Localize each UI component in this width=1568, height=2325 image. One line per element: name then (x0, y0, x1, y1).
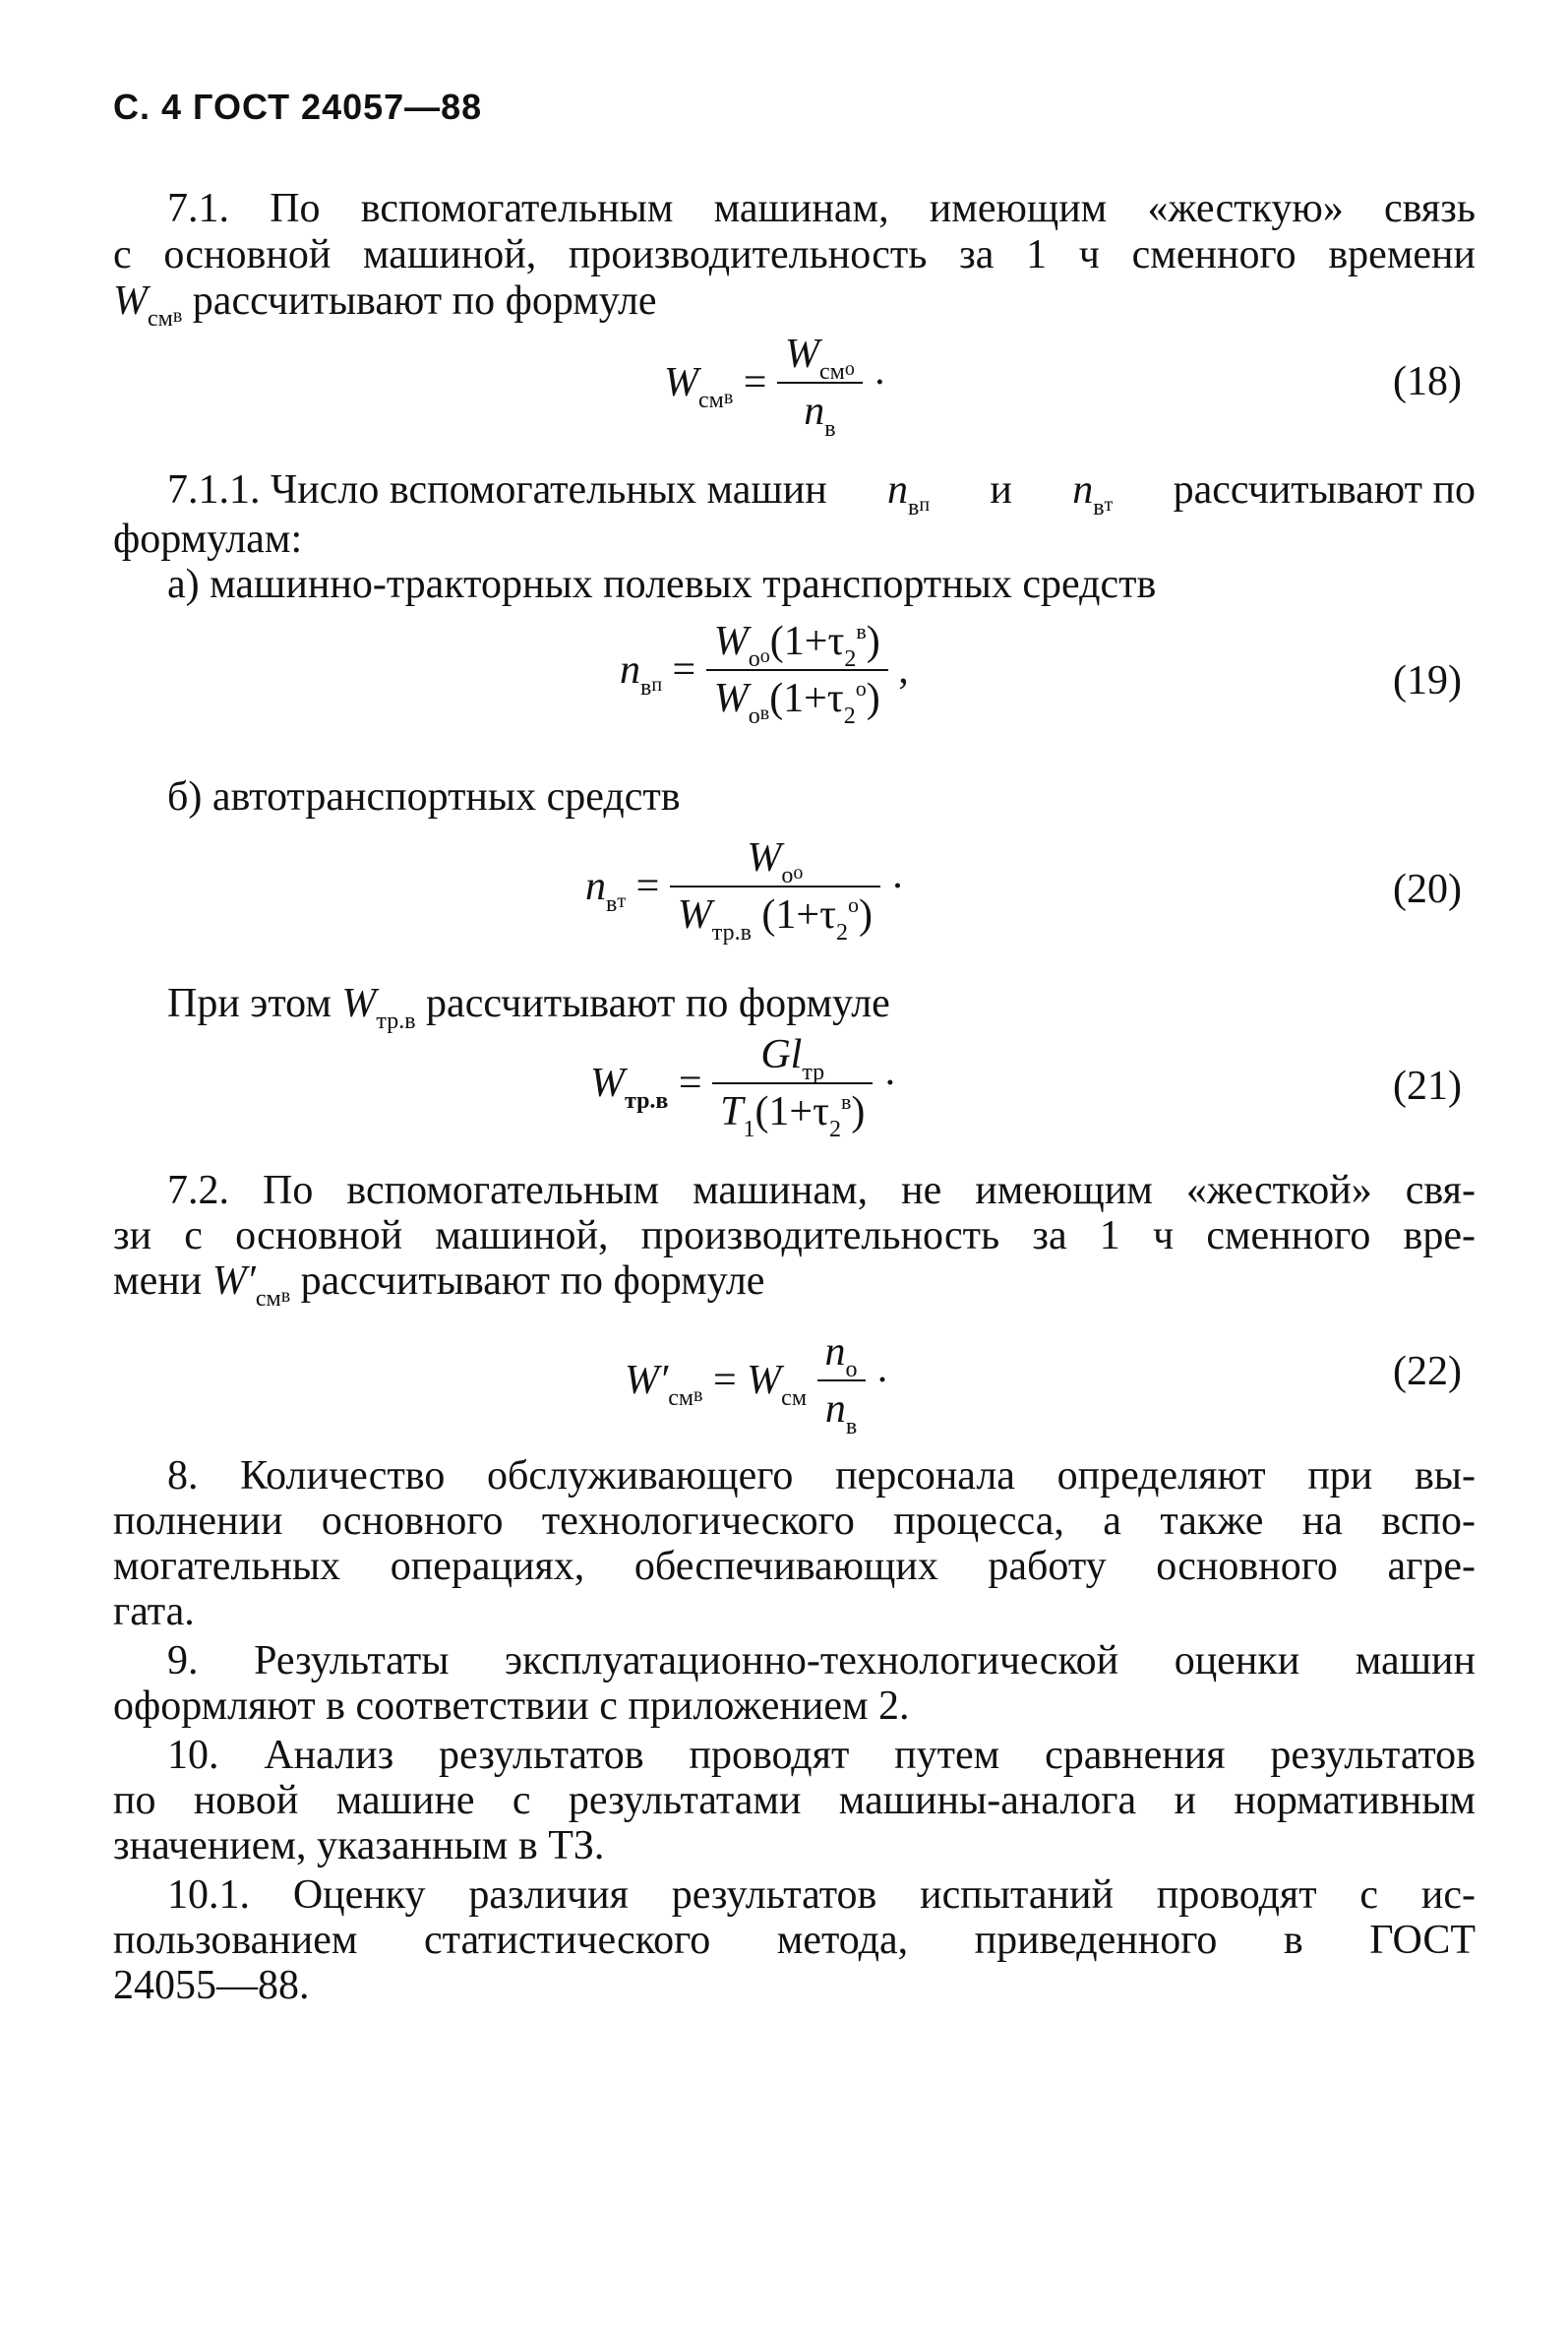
equation-number-22: (22) (1393, 1349, 1462, 1394)
equation-number-18: (18) (1393, 359, 1462, 404)
p-pri-etom: При этом $W_{тр.в}$ рассчитывают по формуле (167, 981, 890, 1034)
formula-22: $W'_{см}в = W_{см}$ $\frac{n_о}{n_в}$ · (625, 1329, 890, 1439)
p711-line-2: формулам: (113, 517, 303, 562)
p72-line-3: мени $W'_{см}в$ рассчитывают по формуле (113, 1258, 765, 1312)
equation-number-21: (21) (1393, 1064, 1462, 1109)
p711-line-3: а) машинно-тракторных полевых транспортных средств (167, 562, 1157, 607)
p-b: б) автотранспортных средств (167, 774, 681, 820)
p101-line-1: 10.1. Оценку различия результатов испытаний проводят с ис- (167, 1872, 1476, 1918)
formula-21: $W_{тр.в}$ = $\frac{Gl_{тр}}{T_1(1+\tau_2^в)}$ · (590, 1032, 897, 1142)
var-w-sm-v: W (113, 278, 148, 324)
p9-line-1: 9. Результаты эксплуатационно-технологической оценки машин (167, 1638, 1476, 1683)
p8-line-4: гата. (113, 1589, 195, 1634)
p10-line-2: по новой машине с результатами машины-аналога и нормативным (113, 1778, 1476, 1823)
p71-line-1: 7.1. По вспомогательным машинам, имеющим «жесткую» связь (167, 186, 1476, 231)
p101-line-3: 24055—88. (113, 1963, 310, 2008)
p8-line-2: полнении основного технологического процесса, а также на вспо- (113, 1499, 1476, 1544)
p71-line-3: $W_{см}в$ рассчитывают по формуле (113, 278, 657, 332)
p101-line-2: пользованием статистического метода, приведенного в ГОСТ (113, 1918, 1476, 1963)
p8-line-3: могательных операциях, обеспечивающих работу основного агре- (113, 1544, 1476, 1589)
page-header: С. 4 ГОСТ 24057—88 (113, 87, 483, 127)
p8-line-1: 8. Количество обслуживающего персонала определяют при вы- (167, 1453, 1476, 1499)
p10-line-3: значением, указанным в ТЗ. (113, 1823, 605, 1868)
formula-18: $W_{см}в$ = $\frac{W_{см}о}{n_в}$ · (664, 332, 887, 442)
equation-number-19: (19) (1393, 658, 1462, 704)
formula-19: $n_вп$ = $\frac{W_оо(1+\tau_2^в)}{W_ов(1+\tau_2^о)}$ , (620, 619, 909, 729)
p71-line-2: с основной машиной, производительность за 1 ч сменного времени (113, 232, 1476, 277)
p72-line-1: 7.2. По вспомогательным машинам, не имеющим «жесткой» свя- (167, 1168, 1476, 1213)
equation-number-20: (20) (1393, 867, 1462, 912)
p10-line-1: 10. Анализ результатов проводят путем сравнения результатов (167, 1733, 1476, 1778)
p711-line-1: 7.1.1. Число вспомогательных машин $n_вп$ и $n_вт$ рассчитывают по (167, 467, 1476, 520)
formula-20: $n_вт$ = $\frac{W_оо}{W_{тр.в} (1+\tau_2^о)}$ · (585, 835, 905, 946)
p9-line-2: оформляют в соответствии с приложением 2. (113, 1683, 910, 1729)
p72-line-2: зи с основной машиной, производительность за 1 ч сменного вре- (113, 1213, 1476, 1258)
